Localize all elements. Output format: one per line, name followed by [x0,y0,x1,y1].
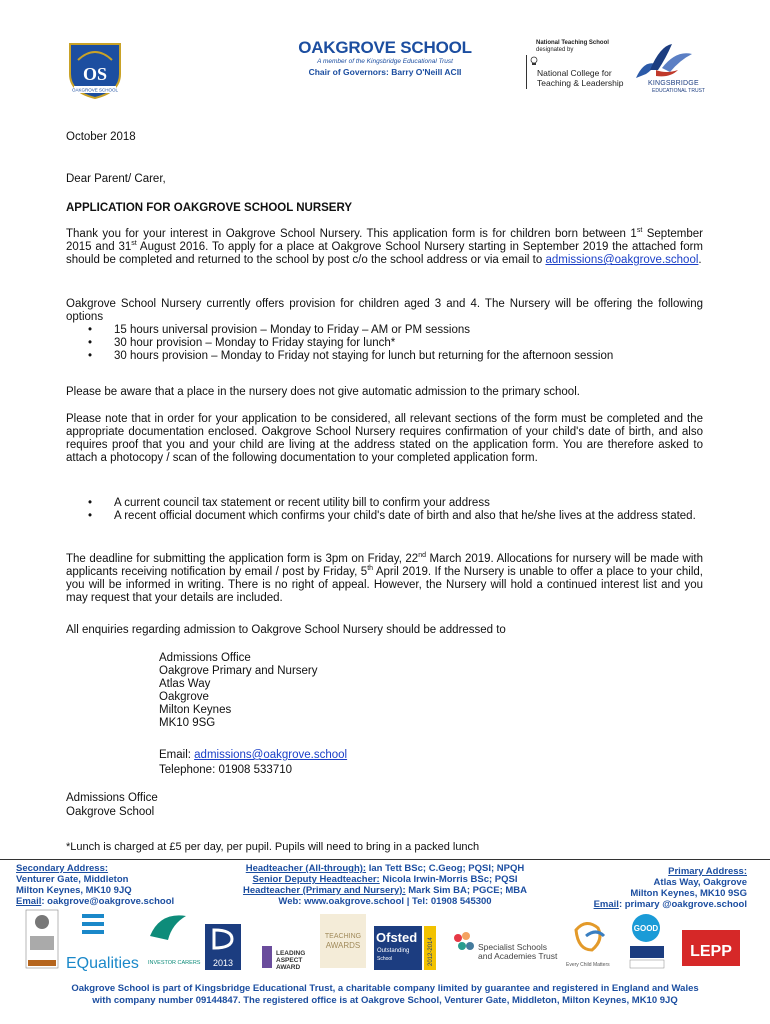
royal-crest-icon [530,56,538,66]
lunch-footnote: *Lunch is charged at £5 per day, per pupil. Pupils will need to bring in a packed lunch [66,841,480,853]
lepp-logo [682,930,740,966]
option-item: • 15 hours universal provision – Monday to Friday – AM or PM sessions [66,324,703,337]
admission-notice: Please be aware that a place in the nursery does not give automatic admission to the primary school. [66,386,580,398]
address-line: Oakgrove [159,691,209,703]
p5-part-b: March 2019. Allocations for nursery will be made with applicants receiving notification by email / post by Friday, 5 [66,553,703,578]
primary-address [560,866,747,910]
p1-part-c: August 2016. To apply for a place at Oakgrove School Nursery starting in September 2019 the attached form should be completed and returned to the school by post c/o the school address or via email to [66,241,704,266]
p1-part-a: Thank you for your interest in Oakgrove School Nursery. This application form is for children born between 1 [66,228,637,240]
equalities-text: EQualities [66,955,139,972]
head-value: Ian Tett BSc; C.Geog; PQSI; NPQH [366,863,525,874]
head-label: Headteacher (All-through): [245,863,367,874]
admissions-email-link[interactable]: admissions@oakgrove.school [545,254,699,266]
secondary-line: Venturer Gate, Middleton [16,874,129,885]
p5-sup-1: nd [418,552,426,560]
secondary-title: Secondary Address: [16,863,109,874]
email-label: Email: [159,749,195,761]
intro-paragraph [66,228,703,267]
nts-title: National Teaching School [536,40,609,46]
primary-email-label: Email [593,899,619,910]
primary-line: Milton Keynes, MK10 9SG [630,888,747,899]
secondary-line: Milton Keynes, MK10 9JQ [16,885,132,896]
postal-address [159,652,318,730]
deadline-paragraph [66,553,703,605]
p1-end: . [698,254,702,266]
ofsted-outstanding: Outstanding [377,948,410,954]
crest-caption: OAKGROVE SCHOOL [71,87,119,93]
secondary-email[interactable]: : oakgrove@oakgrove.school [41,896,175,907]
legal-line: Oakgrove School is part of Kingsbridge Educational Trust, a charitable company limited by guarantee and registered in England and Wales [71,983,699,994]
legal-notice [20,983,750,1007]
contact-email-link[interactable]: admissions@oakgrove.school [194,749,348,761]
nts-designated: designated by [536,47,574,53]
sign-off-office: Admissions Office [66,792,158,804]
legal-line: with company number 09144847. The registered office is at Oakgrove School, Venturer Gate, Middleton, Milton Keynes, MK10 9JQ [92,995,678,1006]
document-item: • A recent official document which confirms your child's date of birth and also that he/she lives at the address stated. [66,510,703,523]
every-child-text: Every Child Matters [566,962,610,968]
address-line: MK10 9SG [159,717,216,729]
leading-text-2: ASPECT [276,957,303,964]
trust-member-line: A member of the Kingsbridge Educational Trust [317,58,453,65]
school-name: OAKGROVE SCHOOL [298,38,472,57]
good-healthy-schools-logo [630,914,664,968]
primary-head-value: Mark Sim BA; PGCE; MBA [405,885,528,896]
address-line: Oakgrove Primary and Nursery [159,665,318,677]
primary-line: Atlas Way, Oakgrove [653,877,747,888]
documents-list [66,497,703,523]
ncs-line-1: National College for [537,68,612,78]
leading-aspect-award-logo [262,946,305,971]
telephone-line: Telephone: 01908 533710 [159,764,293,776]
p5-part-c: April 2019. If the Nursery is unable to offer a place to your child, you will be informed in writing. There is no right of appeal. However, the Nursery will hold a continued interest list and you may request that your details are included. [66,566,703,604]
crest-letters: OS [82,64,108,84]
teaching-text-2: AWARDS [325,941,361,950]
letter-date: October 2018 [66,131,136,143]
primary-head-label: Headteacher (Primary and Nursery): [242,885,406,896]
sign-off-school: Oakgrove School [66,806,155,818]
provision-paragraph [66,298,703,363]
p1-part-b: September 2015 and 31 [66,228,703,253]
accreditation-logos [0,906,770,976]
ofsted-text: Ofsted [376,930,418,945]
teaching-awards-logo [320,914,366,968]
staff-info [200,863,570,907]
teaching-text-1: TEACHING [324,933,362,940]
primary-email[interactable]: : primary @oakgrove.school [618,899,747,910]
footer-divider [0,859,770,860]
p5-part-a: The deadline for submitting the application form is 3pm on Friday, 22 [66,553,419,565]
primary-title: Primary Address: [668,866,747,877]
contact-email-line [159,749,347,762]
ofsted-year: 2012-2014 [428,937,434,966]
deputy-label: Senior Deputy Headteacher: [252,874,380,885]
kingsbridge-name: KINGSBRIDGE [648,80,699,87]
kingsbridge-subtitle: EDUCATIONAL TRUST [652,88,705,94]
equalities-logo [66,916,139,972]
option-item: • 30 hours provision – Monday to Friday not staying for lunch but returning for the afternoon session [66,350,703,363]
address-line: Admissions Office [159,652,251,664]
good-text: GOOD [633,924,659,933]
secondary-email-label: Email [16,896,42,907]
documentation-paragraph: Please note that in order for your application to be considered, all relevant sections of the form must be completed and the appropriate documentation enclosed. Oakgrove School Nursery requires confirmation of your child's date of birth, and also requires proof that you and your child are living at the address stated on the application form. You are therefore asked to attach a photocopy / scan of the following documentation to your completed application form. [66,413,703,464]
investor-text: INVESTOR CARERS [148,960,201,966]
secondary-address [16,863,174,907]
ofsted-school: School [377,956,393,962]
year-2013-text: 2013 [212,958,234,968]
provision-intro: Oakgrove School Nursery currently offers provision for children aged 3 and 4. The Nursery will be offering the following options [66,298,703,323]
option-item: • 30 hour provision – Monday to Friday staying for lunch* [66,337,703,350]
award-2013-logo [205,924,241,970]
letter-heading: APPLICATION FOR OAKGROVE SCHOOL NURSERY [66,202,353,214]
web-and-tel[interactable]: Web: www.oakgrove.school | Tel: 01908 545300 [278,896,492,907]
specialist-text-2: and Academies Trust [478,951,558,961]
leading-text-1: LEADING [276,950,306,957]
ncs-divider [526,55,527,89]
ncs-line-2: Teaching & Leadership [537,78,624,88]
armed-forces-covenant-logo [26,910,58,968]
lepp-text: LEPP [690,943,732,960]
p1-sup-1: st [636,227,643,235]
p1-sup-2: st [131,240,137,248]
specialist-schools-logo [454,932,558,961]
investor-carers-logo [148,915,201,966]
chair-of-governors: Chair of Governors: Barry O'Neill ACII [308,67,462,77]
address-line: Milton Keynes [159,704,232,716]
salutation: Dear Parent/ Carer, [66,173,166,185]
address-line: Atlas Way [159,678,211,690]
enquiries-line: All enquiries regarding admission to Oakgrove School Nursery should be addressed to [66,624,506,636]
ofsted-outstanding-logo [374,926,436,970]
p5-sup-2: th [367,565,374,573]
school-crest-logo [66,40,124,100]
leading-text-3: AWARD [276,964,301,971]
every-child-matters-logo [566,923,610,968]
specialist-text-1: Specialist Schools [478,942,547,952]
deputy-value: Nicola Irwin-Morris BSc; PQSI [379,874,518,885]
document-item: • A current council tax statement or recent utility bill to confirm your address [66,497,703,510]
